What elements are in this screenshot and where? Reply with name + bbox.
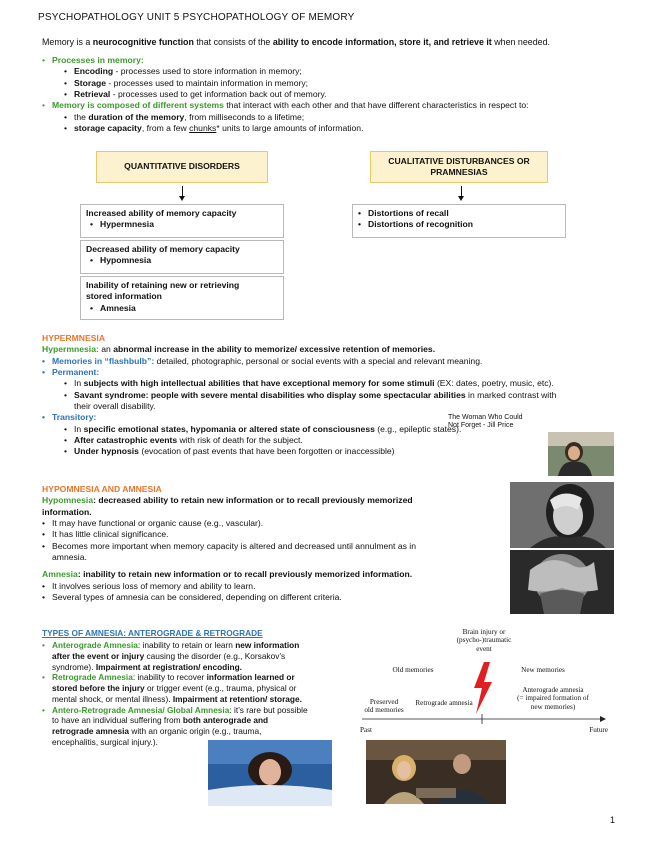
bullet-icon: •: [64, 389, 68, 400]
definition-text-bold: : inability to retain new information or to recall previously memorized information.: [77, 569, 413, 580]
processes-heading-text: Processes in memory:: [52, 55, 144, 65]
box-item-text: Hypermnesia: [100, 219, 154, 230]
process-item-retrieval: [42, 89, 529, 100]
bullet-icon: •: [42, 355, 46, 366]
bullet-icon: •: [42, 580, 46, 591]
systems-item-text: * units to large amounts of information.: [216, 123, 364, 134]
type-term: Anterograde Amnesia: [52, 640, 138, 650]
qualitative-disturbances-box: [370, 151, 548, 183]
type-text: to have an individual suffering from: [52, 715, 183, 726]
bullet-icon: •: [64, 446, 68, 457]
permanent-subitem-cont: their overall disability.: [74, 401, 156, 412]
bullet-icon: •: [42, 592, 46, 603]
bullet-icon: •: [90, 255, 94, 266]
bullet-icon: •: [64, 66, 68, 77]
intro-text-1: Memory is a: [42, 37, 93, 47]
photo-caption: [448, 414, 523, 431]
bullet-icon: •: [64, 111, 68, 122]
box-title: Increased ability of memory capacity: [86, 208, 237, 218]
injury-line: Brain injury or: [462, 628, 506, 636]
subitem-text: In: [74, 423, 84, 434]
box-title: stored information: [86, 291, 162, 302]
hypomnesia-box: [80, 240, 284, 274]
retrograde-item: [42, 672, 308, 683]
down-arrow-icon: [182, 186, 183, 197]
global-item-cont: [42, 715, 308, 726]
anterograde-label: [498, 686, 608, 711]
box-item: [86, 219, 278, 230]
hypermnesia-definition: [42, 344, 556, 355]
box-title: Inability of retaining new or retrieving: [86, 280, 240, 290]
qualitative-title-2: PRAMNESIAS: [430, 167, 488, 178]
hypomnesia-definition-cont: information.: [42, 506, 92, 517]
past-label: Past: [360, 726, 372, 734]
hypermnesia-section: [42, 333, 556, 458]
permanent-term: Permanent:: [52, 367, 100, 378]
systems-term: Memory is composed of different systems: [52, 100, 224, 111]
process-text: - processes used to maintain information in memory;: [106, 77, 309, 88]
box-item: [86, 255, 278, 266]
antero-line: (= impaired formation of: [517, 694, 589, 703]
retrograde-item-cont: [42, 694, 308, 705]
type-text: causing the disorder (e.g., Korsakov’s: [144, 650, 286, 661]
type-bold: retrograde amnesia: [52, 726, 130, 737]
antero-line: Anterograde amnesia: [522, 686, 584, 694]
flashbulb-term: Memories in “flashbulb”:: [52, 355, 155, 366]
hypomnesia-heading: HYPOMNESIA AND AMNESIA: [42, 484, 162, 494]
amnesia-bullet: [42, 592, 416, 603]
permanent-subitem: [42, 390, 556, 401]
flashbulb-item: [42, 356, 556, 367]
caption-line-1: The Woman Who Could: [448, 414, 523, 421]
box-item-text: Hypomnesia: [100, 255, 152, 266]
bullet-icon: •: [90, 219, 94, 230]
process-term: Storage: [74, 77, 106, 88]
process-term: Encoding: [74, 66, 114, 77]
hypomnesia-definition: [42, 495, 416, 506]
anterograde-item-cont: [42, 651, 308, 662]
qualitative-title-1: CUALITATIVE DISTURBANCES OR: [388, 156, 530, 166]
process-item-storage: [42, 78, 529, 89]
bullet-text: Becomes more important when memory capacity is altered and decreased until annulment as in: [52, 540, 416, 551]
type-term: Antero-Retrograde Amnesia/ Global Amnesia: [52, 704, 230, 715]
flashbulb-text: detailed, photographic, personal or social events with a special and relevant meaning.: [154, 355, 483, 366]
bullet-icon: •: [42, 518, 46, 529]
amnesia-box: [80, 276, 284, 320]
bullet-icon: •: [64, 378, 68, 389]
hypomnesia-bullet: [42, 518, 416, 529]
systems-item-capacity: [42, 123, 529, 134]
box-item-text: Distortions of recognition: [368, 219, 474, 230]
intro-sentence: [42, 37, 550, 49]
box-item: [358, 208, 560, 219]
systems-item-text: the: [74, 111, 89, 122]
systems-item-term: storage capacity: [74, 123, 142, 134]
type-text: : it’s rare but possible: [229, 704, 308, 715]
box-item: [358, 219, 560, 230]
subitem-text: in marked contrast with: [465, 389, 557, 400]
systems-item-text: , from milliseconds to a lifetime;: [184, 111, 305, 122]
subitem-text: with risk of death for the subject.: [177, 435, 303, 446]
woman-headache-icon: [510, 482, 614, 548]
global-item: [42, 705, 308, 716]
preserved-line: old memories: [364, 706, 404, 715]
page-title: PSYCHOPATHOLOGY UNIT 5 PSYCHOPATHOLOGY OF MEMORY: [38, 12, 355, 23]
transitory-subitem: [42, 446, 556, 457]
box-item-text: Amnesia: [100, 302, 136, 313]
subitem-bold: Savant syndrome: people with severe mental disabilities who display some spectacular abilities: [74, 389, 466, 400]
definition-term: Hypomnesia: [42, 495, 94, 506]
process-text: - processes used to get information back out of memory.: [110, 89, 327, 100]
hypermnesia-heading: HYPERMNESIA: [42, 333, 106, 343]
retrograde-label: Retrograde amnesia: [415, 699, 473, 707]
headache-photo: [510, 482, 614, 548]
bullet-icon: •: [42, 704, 45, 715]
type-text: : inability to retain or learn: [137, 640, 236, 650]
two-people-icon: [366, 740, 506, 804]
page-number: 1: [610, 815, 616, 825]
jill-price-photo: [548, 432, 614, 476]
type-bold: Impairment at retention/ storage.: [172, 693, 302, 704]
type-text: or trigger event (e.g., trauma, physical or: [144, 683, 297, 694]
bullet-text: Several types of amnesia can be considered, depending on different criteria.: [52, 592, 342, 603]
bullet-icon: •: [90, 302, 94, 313]
type-text: mental shock, or mental illness).: [52, 693, 173, 704]
quantitative-title: QUANTITATIVE DISORDERS: [124, 161, 240, 171]
injury-line: event: [476, 644, 492, 653]
timeline-axis-icon: [360, 712, 608, 726]
anterograde-item-cont: [42, 662, 308, 673]
hypomnesia-bullet: [42, 529, 416, 540]
process-text: - processes used to store information in memory;: [113, 66, 302, 77]
woman-portrait-icon: [548, 432, 614, 476]
transitory-subitem: [42, 435, 556, 446]
type-bold: after the event or injury: [52, 650, 145, 661]
types-heading: TYPES OF AMNESIA: ANTEROGRADE & RETROGRADE: [42, 628, 263, 638]
new-memories-label: New memories: [521, 666, 565, 674]
definition-term: Amnesia: [42, 569, 78, 580]
global-item-cont: [42, 726, 308, 737]
box-item-text: Distortions of recall: [368, 208, 449, 218]
bullet-icon: •: [64, 435, 68, 446]
permanent-subitem: [42, 378, 556, 389]
subitem-text: (evocation of past events that have been forgotten or inaccessible): [138, 446, 395, 457]
subitem-bold: Under hypnosis: [74, 446, 139, 457]
caption-line-2: Not Forget - Jill Price: [448, 422, 514, 430]
intro-text-3: when needed.: [491, 37, 551, 47]
hospital-bed-photo: [208, 740, 332, 806]
bullet-icon: •: [42, 367, 46, 378]
down-arrow-icon: [461, 186, 462, 197]
bullet-icon: •: [42, 412, 46, 423]
definition-term: Hypermnesia:: [42, 344, 99, 355]
systems-item-underlined: chunks: [189, 123, 217, 134]
systems-text: that interact with each other and that have different characteristics in respect to:: [223, 100, 529, 111]
amnesia-timeline-diagram: [360, 628, 608, 740]
box-item: [86, 303, 278, 314]
intro-term-1: neurocognitive function: [92, 37, 194, 47]
bullet-icon: •: [42, 540, 46, 551]
bullet-icon: •: [64, 123, 68, 134]
bullet-icon: •: [42, 529, 46, 540]
type-bold: information learned or: [206, 672, 295, 683]
antero-line: new memories): [530, 702, 576, 711]
definition-text-bold: : decreased ability to retain new information or to recall previously memorized: [93, 495, 413, 506]
subitem-bold: specific emotional states, hypomania or altered state of consciousness: [83, 423, 375, 434]
definition-text-bold: abnormal increase in the ability to memorize/ excessive retention of memories.: [113, 344, 436, 355]
movie-scene-photo: [366, 740, 506, 804]
systems-heading: [42, 100, 529, 111]
bullet-text: It may have functional or organic cause (e.g., vascular).: [52, 518, 264, 529]
processes-heading: [42, 55, 529, 66]
type-text: with an organic origin (e.g., trauma,: [129, 726, 262, 737]
injury-label: [444, 628, 524, 653]
systems-item-term: duration of the memory: [88, 111, 185, 122]
type-bold: both anterograde and: [182, 715, 269, 726]
bullet-icon: •: [42, 55, 46, 65]
bullet-icon: •: [358, 219, 362, 230]
bullet-icon: •: [42, 100, 46, 111]
intro-term-2: ability to encode information, store it, and retrieve it: [272, 37, 492, 47]
hypomnesia-bullet: [42, 541, 416, 552]
systems-item-text: , from a few: [141, 123, 190, 134]
hypomnesia-section: [42, 484, 416, 603]
type-bold: new information: [235, 640, 300, 650]
bullet-text: It involves serious loss of memory and ability to learn.: [52, 580, 256, 591]
injury-line: (psycho-)traumatic: [456, 636, 512, 645]
quantitative-disorders-box: [96, 151, 268, 183]
amnesia-bullet: [42, 581, 416, 592]
type-bold: stored before the injury: [52, 683, 145, 694]
bullet-icon: •: [42, 640, 45, 650]
subitem-text: (e.g., epileptic states).: [374, 423, 462, 434]
old-memories-label: Old memories: [392, 666, 434, 674]
subitem-text: (EX: dates, poetry, music, etc).: [434, 378, 554, 389]
retrograde-item-cont: [42, 683, 308, 694]
transitory-term: Transitory:: [52, 412, 97, 423]
elderly-hands-icon: [510, 550, 614, 614]
permanent-item: [42, 367, 556, 378]
future-label: Future: [589, 726, 608, 734]
hypomnesia-bullet-cont: amnesia.: [52, 552, 87, 563]
bullet-icon: •: [64, 89, 68, 100]
anterograde-item: [42, 640, 308, 651]
type-text: syndrome).: [52, 661, 96, 672]
systems-item-duration: [42, 112, 529, 123]
patient-bed-icon: [208, 740, 332, 806]
bullet-icon: •: [64, 423, 68, 434]
preserved-line: Preserved: [369, 698, 399, 706]
bullet-icon: •: [42, 672, 45, 683]
types-list: [42, 640, 308, 748]
type-bold: Impairment at registration/ encoding.: [95, 661, 242, 672]
subitem-bold: After catastrophic events: [74, 435, 178, 446]
process-item-encoding: [42, 66, 529, 77]
subitem-text: In: [74, 378, 84, 389]
subitem-bold: subjects with high intellectual abilities that have exceptional memory for some stimuli: [83, 378, 435, 389]
process-term: Retrieval: [74, 89, 111, 100]
processes-section: [42, 55, 529, 134]
qualitative-items-box: [352, 204, 566, 238]
hypermnesia-box: [80, 204, 284, 238]
type-term: Retrograde Amnesia: [52, 672, 133, 683]
intro-text-2: that consists of the: [193, 37, 273, 47]
global-item-cont: encephalitis, surgical injury.).: [52, 737, 158, 748]
bullet-icon: •: [358, 208, 362, 218]
bullet-text: It has little clinical significance.: [52, 529, 169, 540]
bullet-icon: •: [64, 77, 68, 88]
box-title: Decreased ability of memory capacity: [86, 244, 240, 254]
amnesia-definition: [42, 569, 416, 580]
type-text: : inability to recover: [132, 672, 207, 683]
definition-text: an: [98, 344, 114, 355]
elderly-distress-photo: [510, 550, 614, 614]
